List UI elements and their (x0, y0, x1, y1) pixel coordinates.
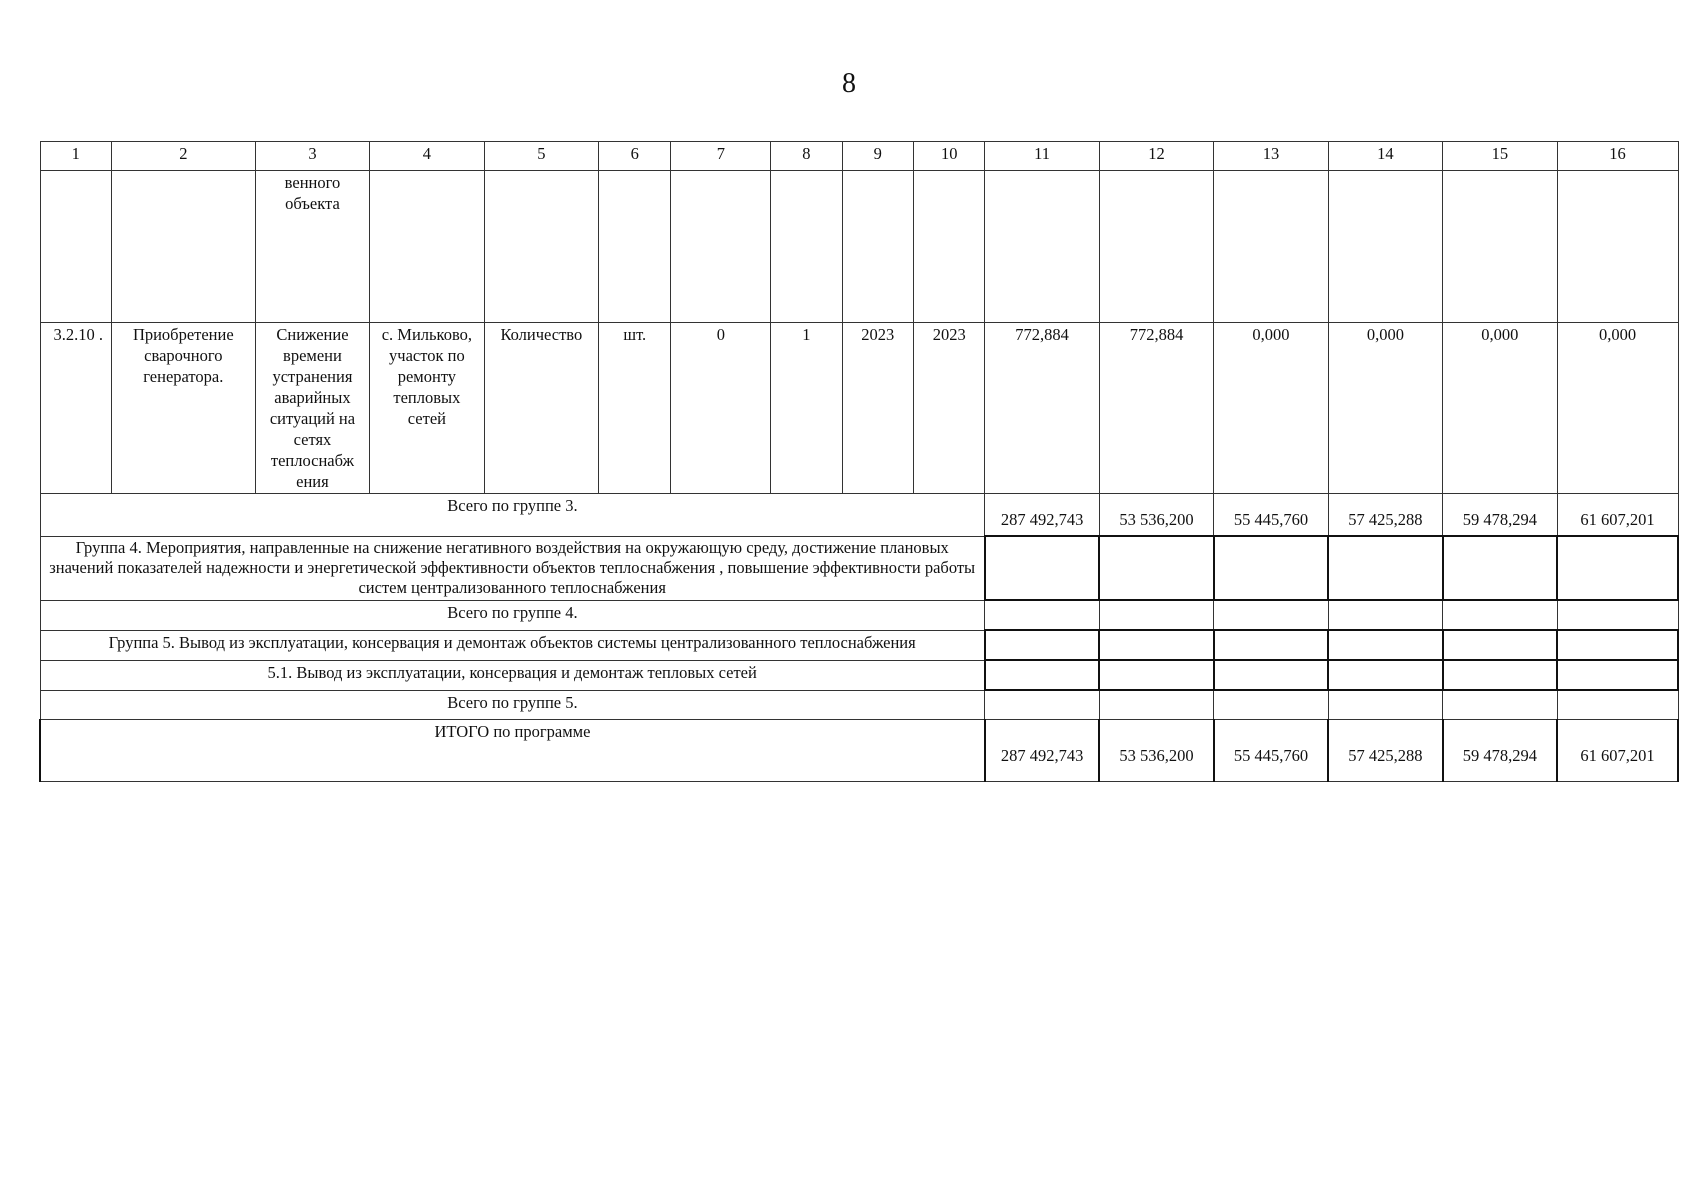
group5-row (40, 630, 1678, 660)
col-number: 10 (914, 142, 985, 171)
col-number: 8 (771, 142, 842, 171)
total-group5-label: Всего по группе 5. (40, 690, 985, 720)
item-value: 0,000 (1328, 323, 1442, 494)
continued-text: венного объекта (255, 171, 369, 323)
grand-total-value: 61 607,201 (1557, 720, 1678, 782)
col-number: 11 (985, 142, 1099, 171)
item-unit: шт. (599, 323, 671, 494)
col-number: 12 (1099, 142, 1213, 171)
col-number: 16 (1557, 142, 1678, 171)
total-value: 59 478,294 (1443, 494, 1557, 537)
group4-row (40, 536, 1678, 600)
table-row (40, 323, 1678, 494)
grand-total-label: ИТОГО по программе (40, 720, 985, 782)
item-base-value: 0 (671, 323, 771, 494)
item-indicator: Количество (484, 323, 598, 494)
item-code: 3.2.10 . (40, 323, 111, 494)
col-number: 2 (111, 142, 255, 171)
continued-row (40, 171, 1678, 323)
grand-total-value: 53 536,200 (1099, 720, 1213, 782)
grand-total-value: 59 478,294 (1443, 720, 1557, 782)
column-number-row (40, 142, 1678, 171)
subgroup5-1-row (40, 660, 1678, 690)
col-number: 9 (842, 142, 913, 171)
total-group5-row (40, 690, 1678, 720)
group4-label: Группа 4. Мероприятия, направленные на снижение негативного воздействия на окружающую среду, достижение плановых значений показателей надежности и энергетической эффективности объектов теплоснабжения , повышение эффективности работы систем централизованного теплоснабжения (40, 536, 985, 600)
item-value: 772,884 (1099, 323, 1213, 494)
total-group4-label: Всего по группе 4. (40, 600, 985, 630)
item-year-start: 2023 (842, 323, 913, 494)
grand-total-value: 55 445,760 (1214, 720, 1328, 782)
col-number: 13 (1214, 142, 1328, 171)
item-value: 0,000 (1557, 323, 1678, 494)
program-table (39, 141, 1679, 782)
item-purpose: Снижение времени устранения аварийных ситуаций на сетях теплоснабж ения (255, 323, 369, 494)
group5-label: Группа 5. Вывод из эксплуатации, консервация и демонтаж объектов системы централизованного теплоснабжения (40, 630, 985, 660)
total-group4-row (40, 600, 1678, 630)
col-number: 3 (255, 142, 369, 171)
col-number: 1 (40, 142, 111, 171)
item-target-value: 1 (771, 323, 842, 494)
total-group3-row (40, 494, 1678, 537)
item-value: 772,884 (985, 323, 1099, 494)
total-value: 287 492,743 (985, 494, 1099, 537)
grand-total-value: 287 492,743 (985, 720, 1099, 782)
grand-total-value: 57 425,288 (1328, 720, 1442, 782)
col-number: 4 (370, 142, 484, 171)
item-name: Приобретение сварочного генератора. (111, 323, 255, 494)
col-number: 14 (1328, 142, 1442, 171)
grand-total-row (40, 720, 1678, 782)
total-value: 55 445,760 (1214, 494, 1328, 537)
item-value: 0,000 (1443, 323, 1557, 494)
total-value: 61 607,201 (1557, 494, 1678, 537)
page-number: 8 (842, 68, 856, 99)
col-number: 15 (1443, 142, 1557, 171)
col-number: 7 (671, 142, 771, 171)
subgroup5-1-label: 5.1. Вывод из эксплуатации, консервация и демонтаж тепловых сетей (40, 660, 985, 690)
item-year-end: 2023 (914, 323, 985, 494)
item-value: 0,000 (1214, 323, 1328, 494)
col-number: 5 (484, 142, 598, 171)
total-value: 57 425,288 (1328, 494, 1442, 537)
item-location: с. Мильково, участок по ремонту тепловых сетей (370, 323, 484, 494)
col-number: 6 (599, 142, 671, 171)
total-value: 53 536,200 (1099, 494, 1213, 537)
total-group3-label: Всего по группе 3. (40, 494, 985, 537)
